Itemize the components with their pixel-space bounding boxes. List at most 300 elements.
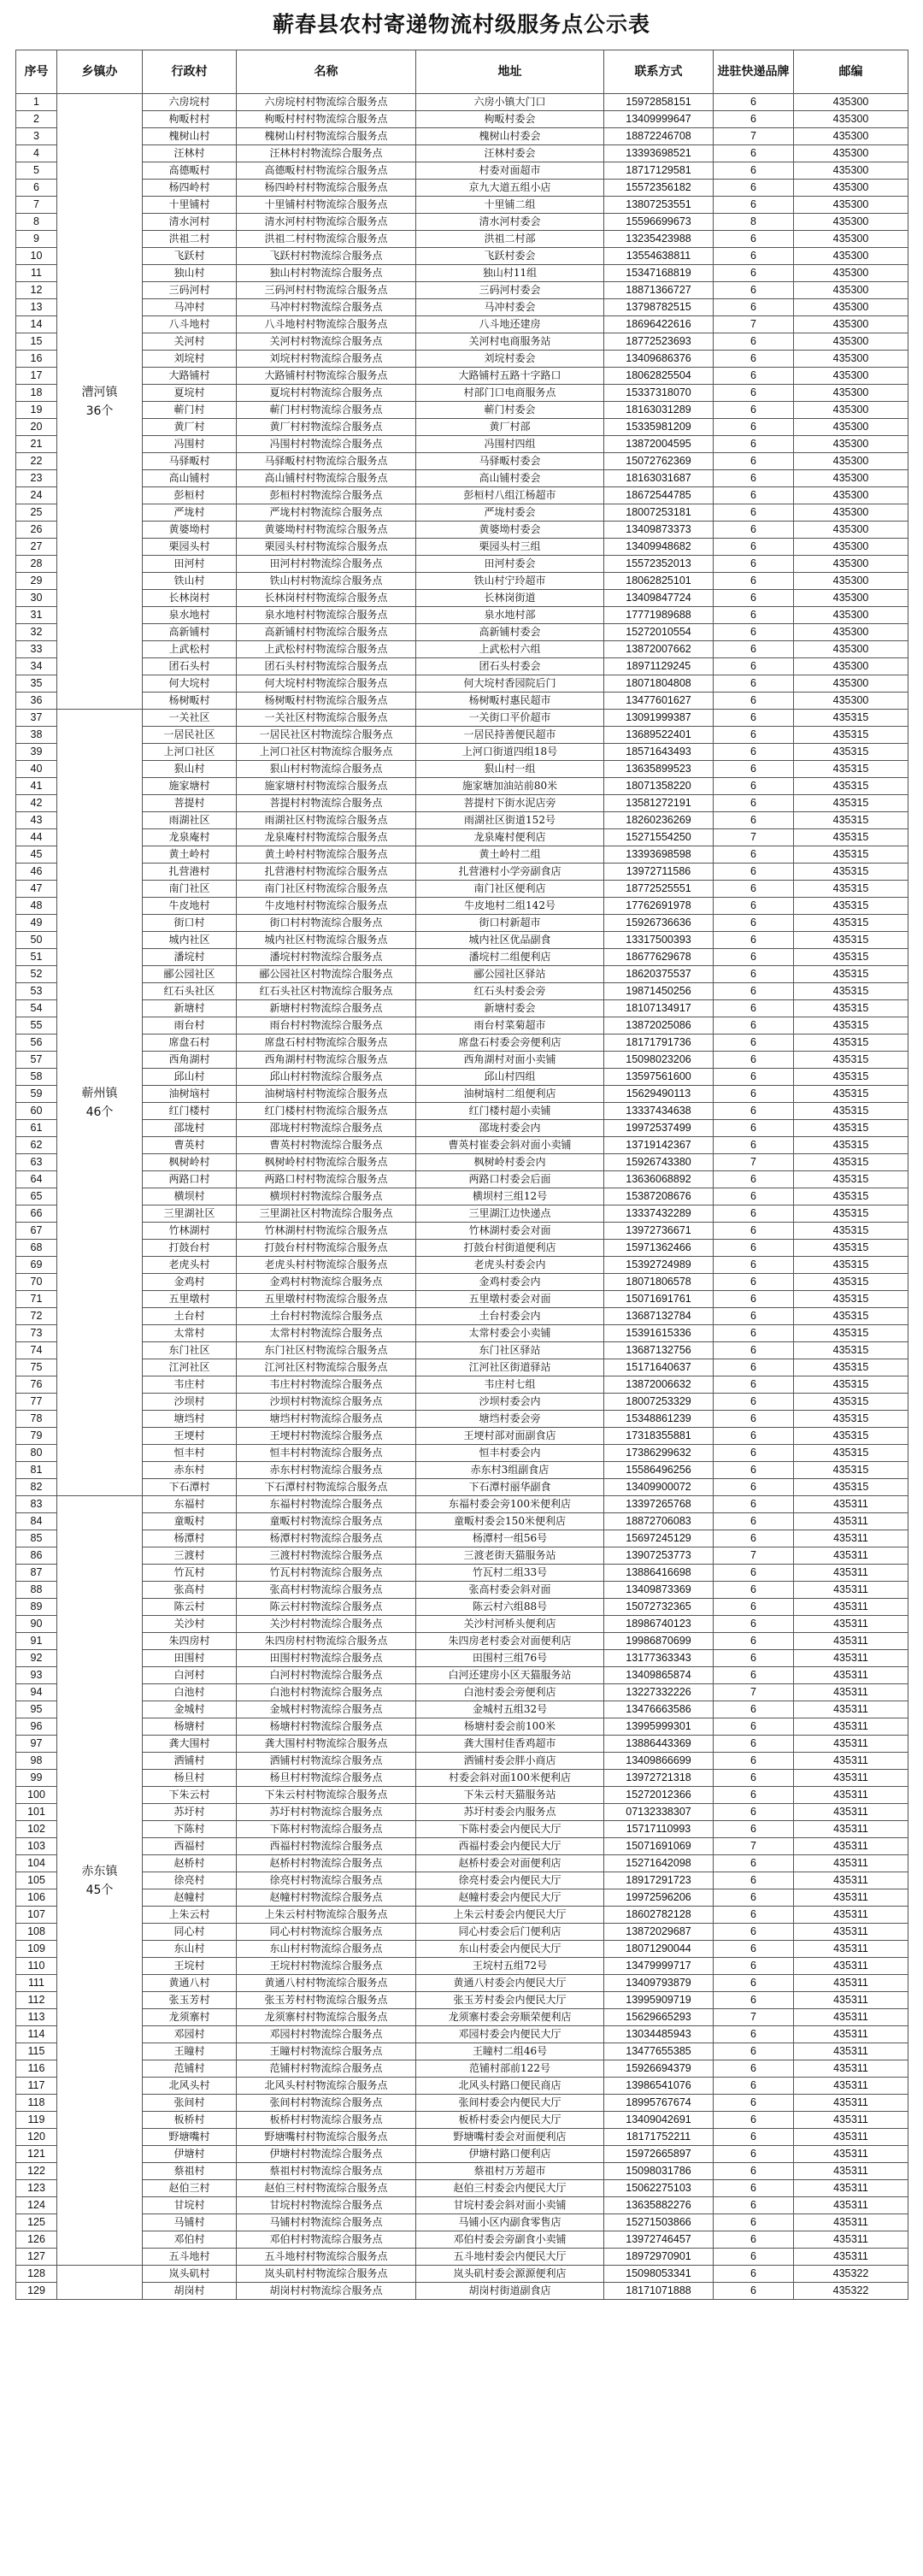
row-village: 雨台村 bbox=[143, 1017, 237, 1035]
row-seq: 98 bbox=[16, 1753, 57, 1770]
row-seq: 48 bbox=[16, 898, 57, 915]
row-village: 栗园头村 bbox=[143, 539, 237, 556]
row-phone: 13807253551 bbox=[604, 197, 714, 214]
table-row bbox=[16, 2112, 908, 2129]
row-address: 三码河村委会 bbox=[416, 282, 604, 299]
table-row bbox=[16, 573, 908, 590]
row-zip: 435300 bbox=[794, 470, 908, 487]
row-name: 竹林湖村村物流综合服务点 bbox=[237, 1223, 416, 1240]
row-seq: 57 bbox=[16, 1052, 57, 1069]
row-brands: 6 bbox=[714, 1223, 794, 1240]
row-seq: 94 bbox=[16, 1684, 57, 1701]
row-village: 一居民社区 bbox=[143, 727, 237, 744]
row-address: 下陈村委会内便民大厅 bbox=[416, 1821, 604, 1838]
row-village: 张间村 bbox=[143, 2095, 237, 2112]
row-zip: 435311 bbox=[794, 1667, 908, 1684]
table-row bbox=[16, 658, 908, 675]
row-phone: 18171752211 bbox=[604, 2129, 714, 2146]
row-seq: 2 bbox=[16, 111, 57, 128]
row-zip: 435315 bbox=[794, 761, 908, 778]
table-row bbox=[16, 1017, 908, 1035]
town-cell bbox=[57, 94, 143, 710]
row-brands: 6 bbox=[714, 795, 794, 812]
row-brands: 6 bbox=[714, 983, 794, 1000]
row-seq: 33 bbox=[16, 641, 57, 658]
row-phone: 18071290044 bbox=[604, 1941, 714, 1958]
row-brands: 6 bbox=[714, 2060, 794, 2078]
row-name: 大路铺村村物流综合服务点 bbox=[237, 368, 416, 385]
row-village: 冯围村 bbox=[143, 436, 237, 453]
table-row bbox=[16, 898, 908, 915]
row-zip: 435315 bbox=[794, 1223, 908, 1240]
row-address: 六房小镇大门口 bbox=[416, 94, 604, 111]
row-name: 王埂村村物流综合服务点 bbox=[237, 1428, 416, 1445]
row-phone: 13177363343 bbox=[604, 1650, 714, 1667]
row-zip: 435315 bbox=[794, 1428, 908, 1445]
row-village: 野塘嘴村 bbox=[143, 2129, 237, 2146]
row-address: 恒丰村委会内 bbox=[416, 1445, 604, 1462]
table-row bbox=[16, 1052, 908, 1069]
table-row bbox=[16, 1223, 908, 1240]
row-zip: 435311 bbox=[794, 1633, 908, 1650]
row-village: 红门楼村 bbox=[143, 1103, 237, 1120]
row-name: 范铺村村物流综合服务点 bbox=[237, 2060, 416, 2078]
row-village: 六房垸村 bbox=[143, 94, 237, 111]
row-address: 老虎头村委会内 bbox=[416, 1257, 604, 1274]
table-row bbox=[16, 693, 908, 710]
table-row bbox=[16, 1907, 908, 1924]
row-zip: 435311 bbox=[794, 2231, 908, 2249]
table-row bbox=[16, 504, 908, 522]
row-zip: 435311 bbox=[794, 1787, 908, 1804]
row-brands: 6 bbox=[714, 1753, 794, 1770]
row-name: 关河村村物流综合服务点 bbox=[237, 333, 416, 351]
row-brands: 6 bbox=[714, 180, 794, 197]
row-seq: 37 bbox=[16, 710, 57, 727]
row-name: 上武松村村物流综合服务点 bbox=[237, 641, 416, 658]
row-zip: 435300 bbox=[794, 111, 908, 128]
row-brands: 6 bbox=[714, 1565, 794, 1582]
row-village: 胡岗村 bbox=[143, 2283, 237, 2300]
row-address: 牛皮地村二组142号 bbox=[416, 898, 604, 915]
row-brands: 6 bbox=[714, 1462, 794, 1479]
row-address: 杨树畈村惠民超市 bbox=[416, 693, 604, 710]
row-seq: 96 bbox=[16, 1718, 57, 1736]
row-brands: 6 bbox=[714, 1052, 794, 1069]
row-address: 上武松村六组 bbox=[416, 641, 604, 658]
row-zip: 435300 bbox=[794, 316, 908, 333]
row-address: 一居民持善便民超市 bbox=[416, 727, 604, 744]
row-seq: 50 bbox=[16, 932, 57, 949]
row-brands: 6 bbox=[714, 641, 794, 658]
table-row bbox=[16, 829, 908, 846]
row-phone: 13972711586 bbox=[604, 864, 714, 881]
row-zip: 435315 bbox=[794, 1086, 908, 1103]
row-name: 赤东村村物流综合服务点 bbox=[237, 1462, 416, 1479]
row-zip: 435311 bbox=[794, 2043, 908, 2060]
row-name: 泉水地村村物流综合服务点 bbox=[237, 607, 416, 624]
row-seq: 6 bbox=[16, 180, 57, 197]
row-seq: 78 bbox=[16, 1411, 57, 1428]
row-address: 长林岗街道 bbox=[416, 590, 604, 607]
row-name: 张间村村物流综合服务点 bbox=[237, 2095, 416, 2112]
row-zip: 435315 bbox=[794, 1188, 908, 1205]
row-address: 西福村委会内便民大厅 bbox=[416, 1838, 604, 1855]
row-zip: 435315 bbox=[794, 1411, 908, 1428]
row-address: 枫树岭村委会内 bbox=[416, 1154, 604, 1171]
table-row bbox=[16, 2266, 908, 2283]
row-village: 竹瓦村 bbox=[143, 1565, 237, 1582]
row-brands: 6 bbox=[714, 145, 794, 162]
row-village: 油树垴村 bbox=[143, 1086, 237, 1103]
row-brands: 6 bbox=[714, 1308, 794, 1325]
row-brands: 6 bbox=[714, 2078, 794, 2095]
row-phone: 13393698598 bbox=[604, 846, 714, 864]
row-brands: 6 bbox=[714, 1872, 794, 1889]
table-row bbox=[16, 675, 908, 693]
row-zip: 435300 bbox=[794, 385, 908, 402]
row-seq: 13 bbox=[16, 299, 57, 316]
row-seq: 91 bbox=[16, 1633, 57, 1650]
header-contact: 联系方式 bbox=[604, 50, 714, 94]
row-zip: 435315 bbox=[794, 1342, 908, 1359]
table-row bbox=[16, 1616, 908, 1633]
table-row bbox=[16, 710, 908, 727]
row-address: 扎营港村小学旁副食店 bbox=[416, 864, 604, 881]
row-brands: 6 bbox=[714, 162, 794, 180]
table-row bbox=[16, 231, 908, 248]
table-row bbox=[16, 1821, 908, 1838]
row-name: 八斗地村村物流综合服务点 bbox=[237, 316, 416, 333]
row-seq: 102 bbox=[16, 1821, 57, 1838]
row-village: 铁山村 bbox=[143, 573, 237, 590]
row-brands: 7 bbox=[714, 2009, 794, 2026]
row-zip: 435315 bbox=[794, 795, 908, 812]
row-village: 大路铺村 bbox=[143, 368, 237, 385]
row-zip: 435311 bbox=[794, 2180, 908, 2197]
row-brands: 6 bbox=[714, 864, 794, 881]
row-village: 土台村 bbox=[143, 1308, 237, 1325]
row-seq: 111 bbox=[16, 1975, 57, 1992]
row-name: 马铺村村物流综合服务点 bbox=[237, 2214, 416, 2231]
row-seq: 125 bbox=[16, 2214, 57, 2231]
row-phone: 13409873369 bbox=[604, 1582, 714, 1599]
row-seq: 45 bbox=[16, 846, 57, 864]
row-name: 恒丰村村物流综合服务点 bbox=[237, 1445, 416, 1462]
row-address: 彭桓村八组江杨超市 bbox=[416, 487, 604, 504]
row-brands: 6 bbox=[714, 1240, 794, 1257]
table-row bbox=[16, 2231, 908, 2249]
table-row bbox=[16, 607, 908, 624]
row-zip: 435300 bbox=[794, 351, 908, 368]
row-zip: 435311 bbox=[794, 1547, 908, 1565]
table-row bbox=[16, 761, 908, 778]
row-village: 红石头社区 bbox=[143, 983, 237, 1000]
row-name: 黄婆坳村村物流综合服务点 bbox=[237, 522, 416, 539]
row-phone: 13409999647 bbox=[604, 111, 714, 128]
row-zip: 435315 bbox=[794, 898, 908, 915]
row-address: 新塘村委会 bbox=[416, 1000, 604, 1017]
row-seq: 12 bbox=[16, 282, 57, 299]
row-brands: 6 bbox=[714, 333, 794, 351]
row-seq: 80 bbox=[16, 1445, 57, 1462]
table-row bbox=[16, 402, 908, 419]
row-brands: 6 bbox=[714, 915, 794, 932]
row-name: 张玉芳村村物流综合服务点 bbox=[237, 1992, 416, 2009]
table-row bbox=[16, 1308, 908, 1325]
row-brands: 7 bbox=[714, 1154, 794, 1171]
row-address: 赵幢村委会内便民大厅 bbox=[416, 1889, 604, 1907]
row-name: 郦公园社区村物流综合服务点 bbox=[237, 966, 416, 983]
row-zip: 435311 bbox=[794, 1565, 908, 1582]
row-name: 杨潭村村物流综合服务点 bbox=[237, 1530, 416, 1547]
row-zip: 435311 bbox=[794, 2060, 908, 2078]
row-phone: 18602782128 bbox=[604, 1907, 714, 1924]
row-phone: 18717129581 bbox=[604, 162, 714, 180]
row-brands: 6 bbox=[714, 846, 794, 864]
row-brands: 6 bbox=[714, 1291, 794, 1308]
row-village: 上武松村 bbox=[143, 641, 237, 658]
table-row bbox=[16, 2078, 908, 2095]
table-row bbox=[16, 1342, 908, 1359]
table-row bbox=[16, 1000, 908, 1017]
table-row bbox=[16, 128, 908, 145]
row-village: 何大垸村 bbox=[143, 675, 237, 693]
row-address: 江河社区街道驿站 bbox=[416, 1359, 604, 1376]
row-name: 黄厂村村物流综合服务点 bbox=[237, 419, 416, 436]
row-name: 油树垴村村物流综合服务点 bbox=[237, 1086, 416, 1103]
table-row bbox=[16, 2026, 908, 2043]
row-brands: 6 bbox=[714, 2026, 794, 2043]
row-zip: 435315 bbox=[794, 1325, 908, 1342]
row-zip: 435315 bbox=[794, 1376, 908, 1394]
row-zip: 435300 bbox=[794, 180, 908, 197]
row-village: 十里铺村 bbox=[143, 197, 237, 214]
row-zip: 435311 bbox=[794, 2249, 908, 2266]
table-row bbox=[16, 368, 908, 385]
row-name: 菩提村村物流综合服务点 bbox=[237, 795, 416, 812]
row-village: 洪祖二村 bbox=[143, 231, 237, 248]
row-name: 下朱云村村物流综合服务点 bbox=[237, 1787, 416, 1804]
row-address: 金鸡村委会内 bbox=[416, 1274, 604, 1291]
row-village: 三渡村 bbox=[143, 1547, 237, 1565]
row-zip: 435315 bbox=[794, 727, 908, 744]
row-village: 槐树山村 bbox=[143, 128, 237, 145]
row-seq: 51 bbox=[16, 949, 57, 966]
row-village: 一关社区 bbox=[143, 710, 237, 727]
row-address: 两路口村委会后面 bbox=[416, 1171, 604, 1188]
service-points-table bbox=[15, 50, 908, 2300]
table-row bbox=[16, 846, 908, 864]
row-phone: 15071691761 bbox=[604, 1291, 714, 1308]
row-village: 泉水地村 bbox=[143, 607, 237, 624]
row-seq: 74 bbox=[16, 1342, 57, 1359]
row-zip: 435315 bbox=[794, 966, 908, 983]
row-zip: 435300 bbox=[794, 265, 908, 282]
row-address: 龚大围村佳香鸡超市 bbox=[416, 1736, 604, 1753]
row-seq: 83 bbox=[16, 1496, 57, 1513]
row-zip: 435300 bbox=[794, 436, 908, 453]
table-row bbox=[16, 487, 908, 504]
table-row bbox=[16, 1872, 908, 1889]
row-zip: 435311 bbox=[794, 1889, 908, 1907]
row-seq: 56 bbox=[16, 1035, 57, 1052]
row-address: 横坝村三组12号 bbox=[416, 1188, 604, 1205]
header-name: 名称 bbox=[237, 50, 416, 94]
row-name: 十里铺村村物流综合服务点 bbox=[237, 197, 416, 214]
row-address: 八斗地还建房 bbox=[416, 316, 604, 333]
row-phone: 18971129245 bbox=[604, 658, 714, 675]
row-village: 北风头村 bbox=[143, 2078, 237, 2095]
row-phone: 13636068892 bbox=[604, 1171, 714, 1188]
table-row bbox=[16, 197, 908, 214]
row-brands: 6 bbox=[714, 1889, 794, 1907]
row-address: 关河村电商服务站 bbox=[416, 333, 604, 351]
row-address: 王垸村五组72号 bbox=[416, 1958, 604, 1975]
row-phone: 13409042691 bbox=[604, 2112, 714, 2129]
row-village: 三码河村 bbox=[143, 282, 237, 299]
row-seq: 122 bbox=[16, 2163, 57, 2180]
row-address: 泉水地村部 bbox=[416, 607, 604, 624]
row-zip: 435311 bbox=[794, 1736, 908, 1753]
table-row bbox=[16, 1770, 908, 1787]
row-phone: 18171071888 bbox=[604, 2283, 714, 2300]
row-address: 王瞳村二组46号 bbox=[416, 2043, 604, 2060]
row-zip: 435300 bbox=[794, 539, 908, 556]
row-brands: 6 bbox=[714, 1992, 794, 2009]
row-zip: 435300 bbox=[794, 556, 908, 573]
row-name: 沙坝村村物流综合服务点 bbox=[237, 1394, 416, 1411]
row-zip: 435300 bbox=[794, 504, 908, 522]
row-village: 赤东村 bbox=[143, 1462, 237, 1479]
table-row bbox=[16, 1274, 908, 1291]
row-seq: 77 bbox=[16, 1394, 57, 1411]
row-brands: 6 bbox=[714, 231, 794, 248]
row-village: 上河口社区 bbox=[143, 744, 237, 761]
row-zip: 435315 bbox=[794, 983, 908, 1000]
row-zip: 435311 bbox=[794, 2146, 908, 2163]
row-seq: 52 bbox=[16, 966, 57, 983]
row-seq: 119 bbox=[16, 2112, 57, 2129]
table-row bbox=[16, 2060, 908, 2078]
row-brands: 6 bbox=[714, 1445, 794, 1462]
row-seq: 53 bbox=[16, 983, 57, 1000]
row-zip: 435300 bbox=[794, 675, 908, 693]
row-address: 赵伯三村委会内便民大厅 bbox=[416, 2180, 604, 2197]
table-row bbox=[16, 2197, 908, 2214]
row-brands: 6 bbox=[714, 1941, 794, 1958]
row-zip: 435315 bbox=[794, 1205, 908, 1223]
row-address: 陈云村六组88号 bbox=[416, 1599, 604, 1616]
row-address: 红门楼村超小卖铺 bbox=[416, 1103, 604, 1120]
row-name: 徐亮村村物流综合服务点 bbox=[237, 1872, 416, 1889]
row-name: 邱山村村物流综合服务点 bbox=[237, 1069, 416, 1086]
row-phone: 15926694379 bbox=[604, 2060, 714, 2078]
row-address: 东福村委会旁100米便利店 bbox=[416, 1496, 604, 1513]
row-zip: 435311 bbox=[794, 2197, 908, 2214]
row-address: 雨台村菜菊超市 bbox=[416, 1017, 604, 1035]
table-row bbox=[16, 1376, 908, 1394]
table-row bbox=[16, 1445, 908, 1462]
row-zip: 435311 bbox=[794, 1684, 908, 1701]
row-village: 童畈村 bbox=[143, 1513, 237, 1530]
row-name: 赵桥村村物流综合服务点 bbox=[237, 1855, 416, 1872]
row-brands: 6 bbox=[714, 94, 794, 111]
row-zip: 435315 bbox=[794, 915, 908, 932]
table-row bbox=[16, 2009, 908, 2026]
row-address: 城内社区优品副食 bbox=[416, 932, 604, 949]
row-name: 板桥村村物流综合服务点 bbox=[237, 2112, 416, 2129]
row-brands: 7 bbox=[714, 1547, 794, 1565]
row-village: 同心村 bbox=[143, 1924, 237, 1941]
row-brands: 6 bbox=[714, 2283, 794, 2300]
row-village: 夏垸村 bbox=[143, 385, 237, 402]
row-village: 团石头村 bbox=[143, 658, 237, 675]
row-village: 清水河村 bbox=[143, 214, 237, 231]
row-village: 马铺村 bbox=[143, 2214, 237, 2231]
table-row bbox=[16, 744, 908, 761]
header-seq: 序号 bbox=[16, 50, 57, 94]
row-name: 高德畈村村物流综合服务点 bbox=[237, 162, 416, 180]
table-row bbox=[16, 385, 908, 402]
row-village: 高山铺村 bbox=[143, 470, 237, 487]
row-name: 汪林村村物流综合服务点 bbox=[237, 145, 416, 162]
row-address: 同心村委会后门便利店 bbox=[416, 1924, 604, 1941]
row-brands: 6 bbox=[714, 607, 794, 624]
table-row bbox=[16, 316, 908, 333]
row-brands: 6 bbox=[714, 1804, 794, 1821]
row-address: 洪祖二村部 bbox=[416, 231, 604, 248]
row-brands: 7 bbox=[714, 1684, 794, 1701]
table-row bbox=[16, 1240, 908, 1257]
row-brands: 6 bbox=[714, 1718, 794, 1736]
row-address: 马铺小区内副食零售店 bbox=[416, 2214, 604, 2231]
row-seq: 5 bbox=[16, 162, 57, 180]
row-phone: 18972970901 bbox=[604, 2249, 714, 2266]
row-name: 江河社区村物流综合服务点 bbox=[237, 1359, 416, 1376]
row-brands: 6 bbox=[714, 1599, 794, 1616]
row-seq: 68 bbox=[16, 1240, 57, 1257]
town-cell bbox=[57, 710, 143, 1496]
row-phone: 13907253773 bbox=[604, 1547, 714, 1565]
row-name: 三渡村村物流综合服务点 bbox=[237, 1547, 416, 1565]
row-address: 王埂村部对面副食店 bbox=[416, 1428, 604, 1445]
row-phone: 13995999301 bbox=[604, 1718, 714, 1736]
table-row bbox=[16, 966, 908, 983]
row-seq: 71 bbox=[16, 1291, 57, 1308]
row-village: 赵伯三村 bbox=[143, 2180, 237, 2197]
row-name: 田围村村物流综合服务点 bbox=[237, 1650, 416, 1667]
row-zip: 435300 bbox=[794, 145, 908, 162]
row-zip: 435311 bbox=[794, 2009, 908, 2026]
row-brands: 6 bbox=[714, 402, 794, 419]
row-address: 塘垱村委会旁 bbox=[416, 1411, 604, 1428]
row-phone: 18986740123 bbox=[604, 1616, 714, 1633]
row-village: 板桥村 bbox=[143, 2112, 237, 2129]
table-row bbox=[16, 1667, 908, 1684]
table-row bbox=[16, 1513, 908, 1530]
row-address: 枸畈村委会 bbox=[416, 111, 604, 128]
header-address: 地址 bbox=[416, 50, 604, 94]
row-phone: 15697245129 bbox=[604, 1530, 714, 1547]
table-row bbox=[16, 1205, 908, 1223]
table-header-row bbox=[16, 50, 908, 94]
row-zip: 435315 bbox=[794, 1445, 908, 1462]
row-phone: 15971362466 bbox=[604, 1240, 714, 1257]
row-seq: 109 bbox=[16, 1941, 57, 1958]
row-address: 黄土岭村二组 bbox=[416, 846, 604, 864]
row-phone: 15572352013 bbox=[604, 556, 714, 573]
